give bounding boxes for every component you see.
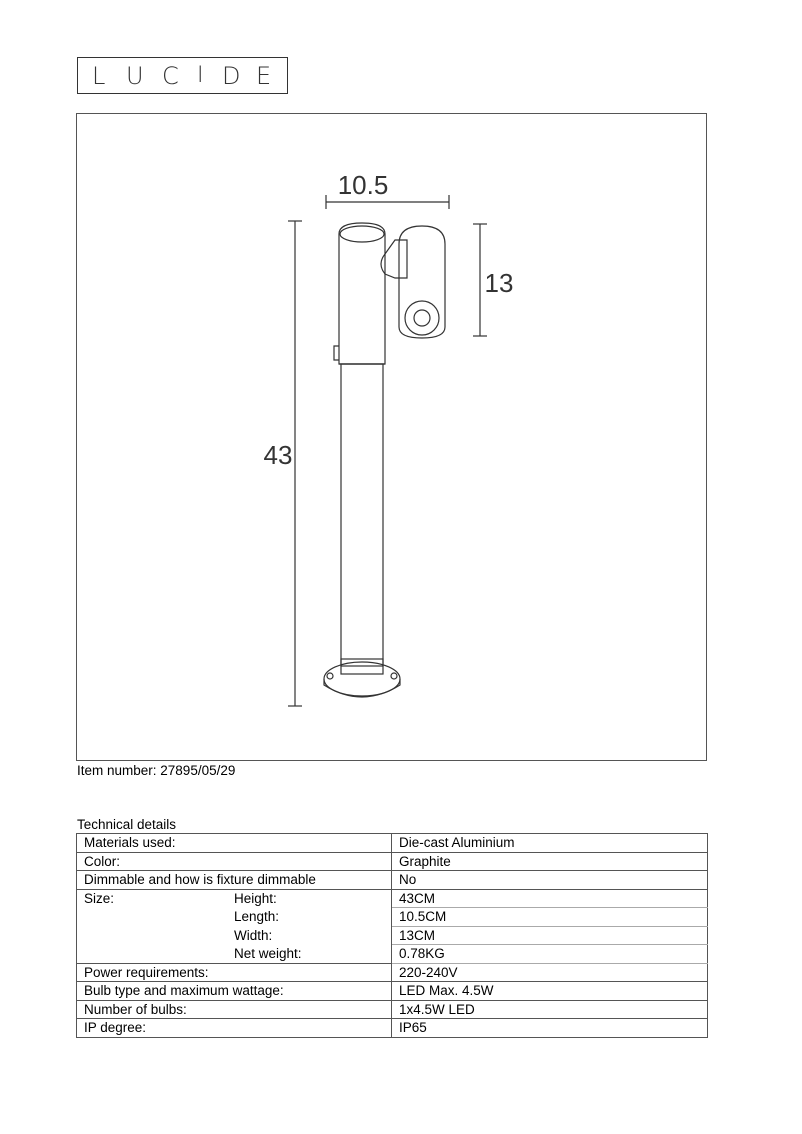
- spec-sublabel: Height:: [234, 891, 277, 906]
- logo-letter: U: [126, 62, 144, 90]
- technical-drawing: [76, 113, 707, 761]
- spec-label-group: [77, 926, 392, 945]
- table-row: [77, 1019, 708, 1038]
- table-row: [77, 871, 708, 890]
- width-dimension-label: 13: [484, 268, 514, 298]
- logo-letter: I: [197, 63, 204, 88]
- item-number: Item number: 27895/05/29: [77, 763, 236, 778]
- table-row: [77, 852, 708, 871]
- logo-letter: C: [162, 62, 179, 90]
- table-row: [77, 889, 708, 908]
- spec-label: Dimmable and how is fixture dimmable: [77, 871, 392, 890]
- spot-lens-inner: [414, 310, 430, 326]
- spec-value: Graphite: [392, 852, 708, 871]
- pole-upper: [339, 223, 385, 364]
- spec-value: LED Max. 4.5W: [392, 982, 708, 1001]
- technical-details-table: [76, 833, 708, 1038]
- table-row: [77, 1000, 708, 1019]
- spec-label: Power requirements:: [77, 963, 392, 982]
- technical-details-title: Technical details: [77, 817, 177, 832]
- spec-value: IP65: [392, 1019, 708, 1038]
- table-row: [77, 945, 708, 964]
- spec-sublabel: Length:: [234, 909, 280, 925]
- spec-label-group: [77, 908, 392, 927]
- spec-value: 1x4.5W LED: [392, 1000, 708, 1019]
- spec-value: No: [392, 871, 708, 890]
- spec-value: 220-240V: [392, 963, 708, 982]
- spec-label-group: [77, 945, 392, 964]
- spec-label: IP degree:: [77, 1019, 392, 1038]
- spec-value: 43CM: [392, 889, 708, 908]
- spec-label: Materials used:: [77, 834, 392, 853]
- logo-letter: L: [92, 62, 106, 90]
- spec-label: Size:: [84, 891, 115, 906]
- spec-label: Color:: [77, 852, 392, 871]
- spec-label: Number of bulbs:: [77, 1000, 392, 1019]
- pole-lower: [341, 364, 383, 666]
- length-dimension-label: 10.5: [337, 170, 389, 200]
- spec-label: Bulb type and maximum wattage:: [77, 982, 392, 1001]
- spec-sublabel: Net weight:: [234, 946, 302, 961]
- spot-lens-outer: [405, 301, 439, 335]
- spec-sublabel: Width:: [234, 927, 273, 943]
- spec-value: 0.78KG: [392, 945, 708, 964]
- table-row: [77, 963, 708, 982]
- table-row: [77, 982, 708, 1001]
- table-row: [77, 834, 708, 853]
- brand-logo: [77, 57, 288, 94]
- spec-label-group: [77, 889, 392, 908]
- logo-letter: E: [256, 62, 272, 90]
- spec-value: Die-cast Aluminium: [392, 834, 708, 853]
- height-dimension-label: 43: [263, 440, 293, 470]
- logo-letter: D: [222, 62, 241, 90]
- spec-value: 10.5CM: [392, 908, 708, 927]
- table-row: [77, 908, 708, 927]
- table-row: [77, 926, 708, 945]
- spec-value: 13CM: [392, 926, 708, 945]
